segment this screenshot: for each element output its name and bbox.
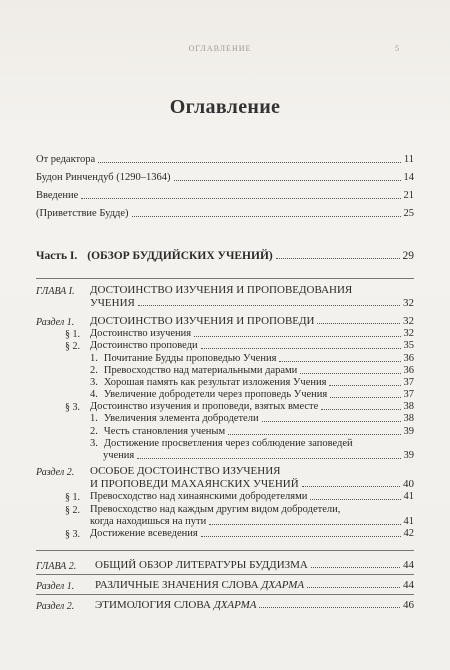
section-label: Раздел 2. xyxy=(36,601,75,612)
leader-dots xyxy=(228,434,400,435)
leader-dots xyxy=(201,348,401,349)
toc-page: 41 xyxy=(403,491,414,502)
item-number: 2. xyxy=(90,426,98,437)
toc-page: 44 xyxy=(403,579,414,591)
toc-label: Будон Ринчендуб (1290–1364) xyxy=(36,172,171,183)
part-prefix: Часть I. xyxy=(36,250,78,262)
leader-dots xyxy=(311,567,400,568)
toc-entry[interactable] xyxy=(95,599,414,611)
toc-page: 41 xyxy=(403,516,414,527)
toc-page: 32 xyxy=(403,297,414,309)
toc-entry[interactable] xyxy=(36,190,414,202)
item-number: 3. xyxy=(90,438,98,449)
toc-entry[interactable] xyxy=(95,559,414,571)
leader-dots xyxy=(330,397,400,398)
toc-entry[interactable] xyxy=(90,528,414,540)
leader-dots xyxy=(279,361,400,362)
item-number: 1. xyxy=(90,413,98,424)
toc-label: Превосходство над каждым другим видом добродетели, xyxy=(90,504,341,515)
toc-label: Достоинство изучения и проповеди, взятых вместе xyxy=(90,401,319,412)
toc-part[interactable] xyxy=(36,250,414,262)
toc-entry[interactable] xyxy=(90,504,414,516)
toc-page: 37 xyxy=(403,377,414,388)
running-header xyxy=(40,44,400,53)
leader-dots xyxy=(137,458,400,459)
leader-dots xyxy=(300,373,400,374)
leader-dots xyxy=(302,486,400,487)
toc-label: Достоинство изучения xyxy=(90,328,192,339)
leader-dots xyxy=(329,385,400,386)
toc-label-cont: когда находишься на пути xyxy=(90,516,207,527)
leader-dots xyxy=(81,198,400,199)
toc-page: 14 xyxy=(403,172,414,183)
running-title: ОГЛАВЛЕНИЕ xyxy=(188,44,252,53)
leader-dots xyxy=(317,323,400,324)
leader-dots xyxy=(98,162,401,163)
toc-label: ЭТИМОЛОГИЯ СЛОВА xyxy=(95,599,211,611)
divider xyxy=(36,574,414,575)
divider xyxy=(36,550,414,551)
toc-page: 39 xyxy=(403,450,414,461)
paragraph-label: § 3. xyxy=(65,529,80,540)
page-title: Оглавление xyxy=(169,96,281,118)
part-title: (ОБЗОР БУДДИЙСКИХ УЧЕНИЙ) xyxy=(87,250,273,262)
leader-dots xyxy=(132,216,401,217)
leader-dots xyxy=(138,305,400,306)
divider xyxy=(36,594,414,595)
section-label: Раздел 2. xyxy=(36,467,75,478)
toc-label: Достоинство проповеди xyxy=(90,340,198,351)
toc-page: 38 xyxy=(403,413,414,424)
leader-dots xyxy=(321,409,400,410)
toc-entry[interactable] xyxy=(90,297,414,309)
paragraph-label: § 2. xyxy=(65,341,80,352)
item-number: 3. xyxy=(90,377,98,388)
toc-label: Достижение всеведения xyxy=(90,528,198,539)
toc-entry[interactable] xyxy=(90,328,414,340)
toc-entry[interactable] xyxy=(90,365,414,377)
toc-page: 37 xyxy=(403,389,414,400)
toc-page: 21 xyxy=(403,190,414,201)
toc-page: 11 xyxy=(403,154,414,165)
toc-label-cont: И ПРОПОВЕДИ МАХАЯНСКИХ УЧЕНИЙ xyxy=(90,478,299,490)
paragraph-label: § 2. xyxy=(65,505,80,516)
toc-page: 40 xyxy=(403,478,414,490)
toc-page: 35 xyxy=(403,340,414,351)
toc-label: Превосходство над материальными дарами xyxy=(103,365,298,376)
toc-page: 32 xyxy=(403,328,414,339)
toc-label-cont: УЧЕНИЯ xyxy=(90,297,135,309)
toc-label: РАЗЛИЧНЫЕ ЗНАЧЕНИЯ СЛОВА xyxy=(95,579,259,591)
toc-page: 39 xyxy=(403,426,414,437)
toc-entry[interactable] xyxy=(36,208,414,220)
toc-label: Введение xyxy=(36,190,79,201)
paragraph-label: § 1. xyxy=(65,492,80,503)
toc-label: ДОСТОИНСТВО ИЗУЧЕНИЯ И ПРОПОВЕДИ xyxy=(90,315,315,327)
toc-label: Увеличение добродетели через проповедь Учения xyxy=(103,389,328,400)
leader-dots xyxy=(262,421,401,422)
toc-entry[interactable] xyxy=(90,340,414,352)
toc-entry[interactable] xyxy=(90,516,414,528)
leader-dots xyxy=(259,607,400,608)
toc-label: Честь становления ученым xyxy=(103,426,226,437)
toc-entry[interactable] xyxy=(103,450,414,462)
toc-label: Увеличения элемента добродетели xyxy=(103,413,259,424)
leader-dots xyxy=(310,499,400,500)
toc-label-em: ДХАРМА xyxy=(213,599,257,611)
paragraph-label: § 1. xyxy=(65,329,80,340)
toc-label: ОБЩИЙ ОБЗОР ЛИТЕРАТУРЫ БУДДИЗМА xyxy=(95,559,308,571)
toc-label: ДОСТОИНСТВО ИЗУЧЕНИЯ И ПРОПОВЕДОВАНИЯ xyxy=(90,284,353,296)
toc-page: 25 xyxy=(403,208,414,219)
paragraph-label: § 3. xyxy=(65,402,80,413)
toc-entry[interactable] xyxy=(95,579,414,591)
leader-dots xyxy=(307,587,400,588)
divider xyxy=(36,278,414,279)
toc-entry[interactable] xyxy=(90,284,414,296)
toc-entry[interactable] xyxy=(36,154,414,166)
leader-dots xyxy=(174,180,401,181)
toc-entry[interactable] xyxy=(90,478,414,490)
item-number: 4. xyxy=(90,389,98,400)
toc-page: 32 xyxy=(403,315,414,327)
chapter-label: ГЛАВА I. xyxy=(36,286,75,297)
leader-dots xyxy=(276,258,400,259)
toc-page: 42 xyxy=(403,528,414,539)
toc-entry[interactable] xyxy=(90,491,414,503)
item-number: 2. xyxy=(90,365,98,376)
toc-label: От редактора xyxy=(36,154,96,165)
toc-entry[interactable] xyxy=(90,389,414,401)
toc-page: 44 xyxy=(403,559,414,571)
section-label: Раздел 1. xyxy=(36,581,75,592)
item-number: 1. xyxy=(90,353,98,364)
leader-dots xyxy=(209,524,400,525)
toc-entry[interactable] xyxy=(90,426,414,438)
header-page-number: 5 xyxy=(395,44,400,53)
toc-label: (Приветствие Будде) xyxy=(36,208,129,219)
toc-page: 38 xyxy=(403,401,414,412)
toc-entry[interactable] xyxy=(90,353,414,365)
toc-page: 29 xyxy=(402,250,414,262)
toc-entry[interactable] xyxy=(90,413,414,425)
toc-entry[interactable] xyxy=(90,315,414,327)
toc-label-em: ДХАРМА xyxy=(261,579,305,591)
toc-entry[interactable] xyxy=(90,438,414,450)
toc-label: Превосходство над хинаянскими добродетелями xyxy=(90,491,308,502)
toc-page: 36 xyxy=(403,365,414,376)
toc-page: 36 xyxy=(403,353,414,364)
toc-label: Хорошая память как результат изложения Учения xyxy=(103,377,327,388)
toc-label-cont: учения xyxy=(103,450,135,461)
toc-entry[interactable] xyxy=(90,377,414,389)
toc-entry[interactable] xyxy=(36,172,414,184)
leader-dots xyxy=(194,336,400,337)
toc-label: ОСОБОЕ ДОСТОИНСТВО ИЗУЧЕНИЯ xyxy=(90,465,281,477)
toc-entry[interactable] xyxy=(90,465,414,477)
section-label: Раздел 1. xyxy=(36,317,75,328)
chapter-label: ГЛАВА 2. xyxy=(36,561,77,572)
toc-page: 46 xyxy=(403,599,414,611)
toc-label: Почитание Будды проповедью Учения xyxy=(103,353,277,364)
toc-entry[interactable] xyxy=(90,401,414,413)
toc-label: Достижение просветления через соблюдение заповедей xyxy=(103,438,353,449)
leader-dots xyxy=(201,536,401,537)
